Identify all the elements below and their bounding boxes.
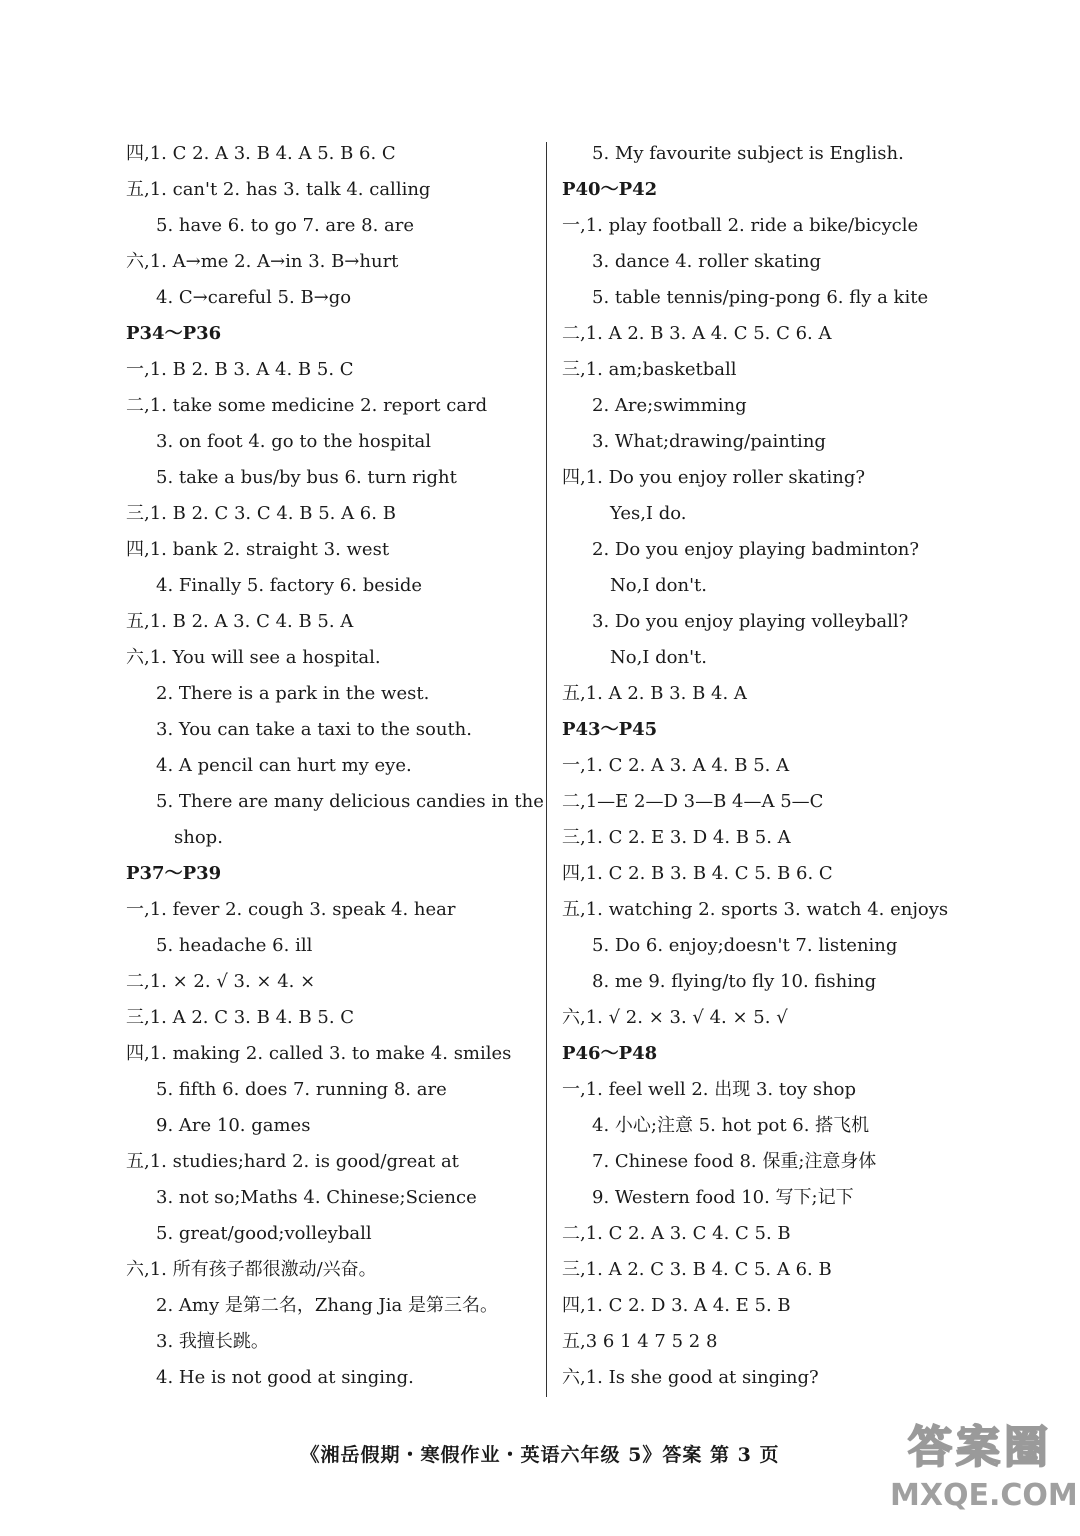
answer-line: 5. table tennis/ping-pong 6. fly a kite [592,287,929,308]
answer-line: 二,1. × 2. √ 3. × 4. × [126,971,316,992]
answer-line: 六,1. Is she good at singing? [562,1367,819,1388]
column-divider [546,142,547,1397]
answer-line: 六,1. √ 2. × 3. √ 4. × 5. √ [562,1007,788,1028]
answer-line: 3. on foot 4. go to the hospital [156,431,431,452]
watermark [890,1418,1078,1528]
answer-line: 9. Western food 10. 写下;记下 [592,1187,854,1208]
answer-line: 9. Are 10. games [156,1115,311,1136]
answer-line: 三,1. am;basketball [562,359,737,380]
answer-line: 四,1. C 2. D 3. A 4. E 5. B [562,1295,791,1316]
answer-line: 四,1. C 2. A 3. B 4. A 5. B 6. C [126,143,396,164]
answer-line: Yes,I do. [610,503,687,524]
answer-line: 二,1—E 2—D 3—B 4—A 5—C [562,791,824,812]
answer-line: 六,1. 所有孩子都很激动/兴奋。 [126,1259,377,1280]
answer-line: 五,1. A 2. B 3. B 4. A [562,683,747,704]
answer-line: shop. [174,827,223,848]
watermark-url: MXQE.COM [890,1478,1078,1513]
watermark-logo: 答案圈 [908,1422,1052,1473]
answer-line: 五,1. can't 2. has 3. talk 4. calling [126,179,431,200]
section-heading: P43～P45 [562,719,658,740]
answer-line: 5. fifth 6. does 7. running 8. are [156,1079,447,1100]
answer-line: 4. 小心;注意 5. hot pot 6. 搭飞机 [592,1115,870,1136]
answer-line: 8. me 9. flying/to fly 10. fishing [592,971,877,992]
answer-line: 一,1. feel well 2. 出现 3. toy shop [562,1079,857,1100]
answer-line: 六,1. You will see a hospital. [126,647,381,668]
answer-line: 五,1. studies;hard 2. is good/great at [126,1151,459,1172]
answer-line: 5. headache 6. ill [156,935,313,956]
answer-line: 5. Do 6. enjoy;doesn't 7. listening [592,935,898,956]
answer-line: No,I don't. [610,575,707,596]
answer-line: 4. He is not good at singing. [156,1367,414,1388]
answer-line: 5. have 6. to go 7. are 8. are [156,215,415,236]
answer-line: 4. Finally 5. factory 6. beside [156,575,423,596]
left-column [126,136,544,1396]
section-heading: P46～P48 [562,1043,658,1064]
answer-line: 7. Chinese food 8. 保重;注意身体 [592,1151,877,1172]
answer-line: 六,1. A→me 2. A→in 3. B→hurt [126,251,399,272]
answer-line: 5. take a bus/by bus 6. turn right [156,467,457,488]
answer-line: 二,1. take some medicine 2. report card [126,395,488,416]
answer-line: 三,1. C 2. E 3. D 4. B 5. A [562,827,791,848]
answer-line: 三,1. A 2. C 3. B 4. C 5. A 6. B [562,1259,832,1280]
answer-line: 2. Do you enjoy playing badminton? [592,539,920,560]
answer-line: 一,1. play football 2. ride a bike/bicycle [562,215,919,236]
answer-line: 5. great/good;volleyball [156,1223,372,1244]
answer-line: 2. Amy 是第二名，Zhang Jia 是第三名。 [156,1295,498,1316]
answer-line: 2. There is a park in the west. [156,683,430,704]
answer-line: 4. C→careful 5. B→go [156,287,352,308]
answer-line: 3. 我擅长跳。 [156,1331,269,1352]
answer-line: 一,1. C 2. A 3. A 4. B 5. A [562,755,790,776]
answer-line: 五,3 6 1 4 7 5 2 8 [562,1331,718,1352]
answer-line: 二,1. A 2. B 3. A 4. C 5. C 6. A [562,323,832,344]
answer-line: 5. There are many delicious candies in the [156,791,544,812]
answer-line: 5. My favourite subject is English. [592,143,904,164]
page-footer: 《湘岳假期・寒假作业・英语六年级 5》答案 第 3 页 [300,1444,780,1466]
section-heading: P40～P42 [562,179,658,200]
answer-line: 3. You can take a taxi to the south. [156,719,472,740]
answer-line: 一,1. B 2. B 3. A 4. B 5. C [126,359,354,380]
answer-line: 2. Are;swimming [592,395,747,416]
answer-line: 3. What;drawing/painting [592,431,826,452]
answer-line: 四,1. making 2. called 3. to make 4. smiles [126,1043,512,1064]
answer-line: 三,1. A 2. C 3. B 4. B 5. C [126,1007,355,1028]
section-heading: P34～P36 [126,323,222,344]
answer-line: 五,1. B 2. A 3. C 4. B 5. A [126,611,354,632]
answer-line: 五,1. watching 2. sports 3. watch 4. enjoys [562,899,949,920]
answer-line: 4. A pencil can hurt my eye. [156,755,412,776]
answer-line: 3. dance 4. roller skating [592,251,822,272]
answer-line: 四,1. Do you enjoy roller skating? [562,467,866,488]
answer-line: No,I don't. [610,647,707,668]
answer-line: 四,1. C 2. B 3. B 4. C 5. B 6. C [562,863,833,884]
right-column [562,136,992,1396]
answer-line: 三,1. B 2. C 3. C 4. B 5. A 6. B [126,503,396,524]
answer-line: 四,1. bank 2. straight 3. west [126,539,390,560]
answer-line: 一,1. fever 2. cough 3. speak 4. hear [126,899,456,920]
answer-line: 3. Do you enjoy playing volleyball? [592,611,909,632]
answer-line: 3. not so;Maths 4. Chinese;Science [156,1187,477,1208]
section-heading: P37～P39 [126,863,222,884]
answer-line: 二,1. C 2. A 3. C 4. C 5. B [562,1223,791,1244]
